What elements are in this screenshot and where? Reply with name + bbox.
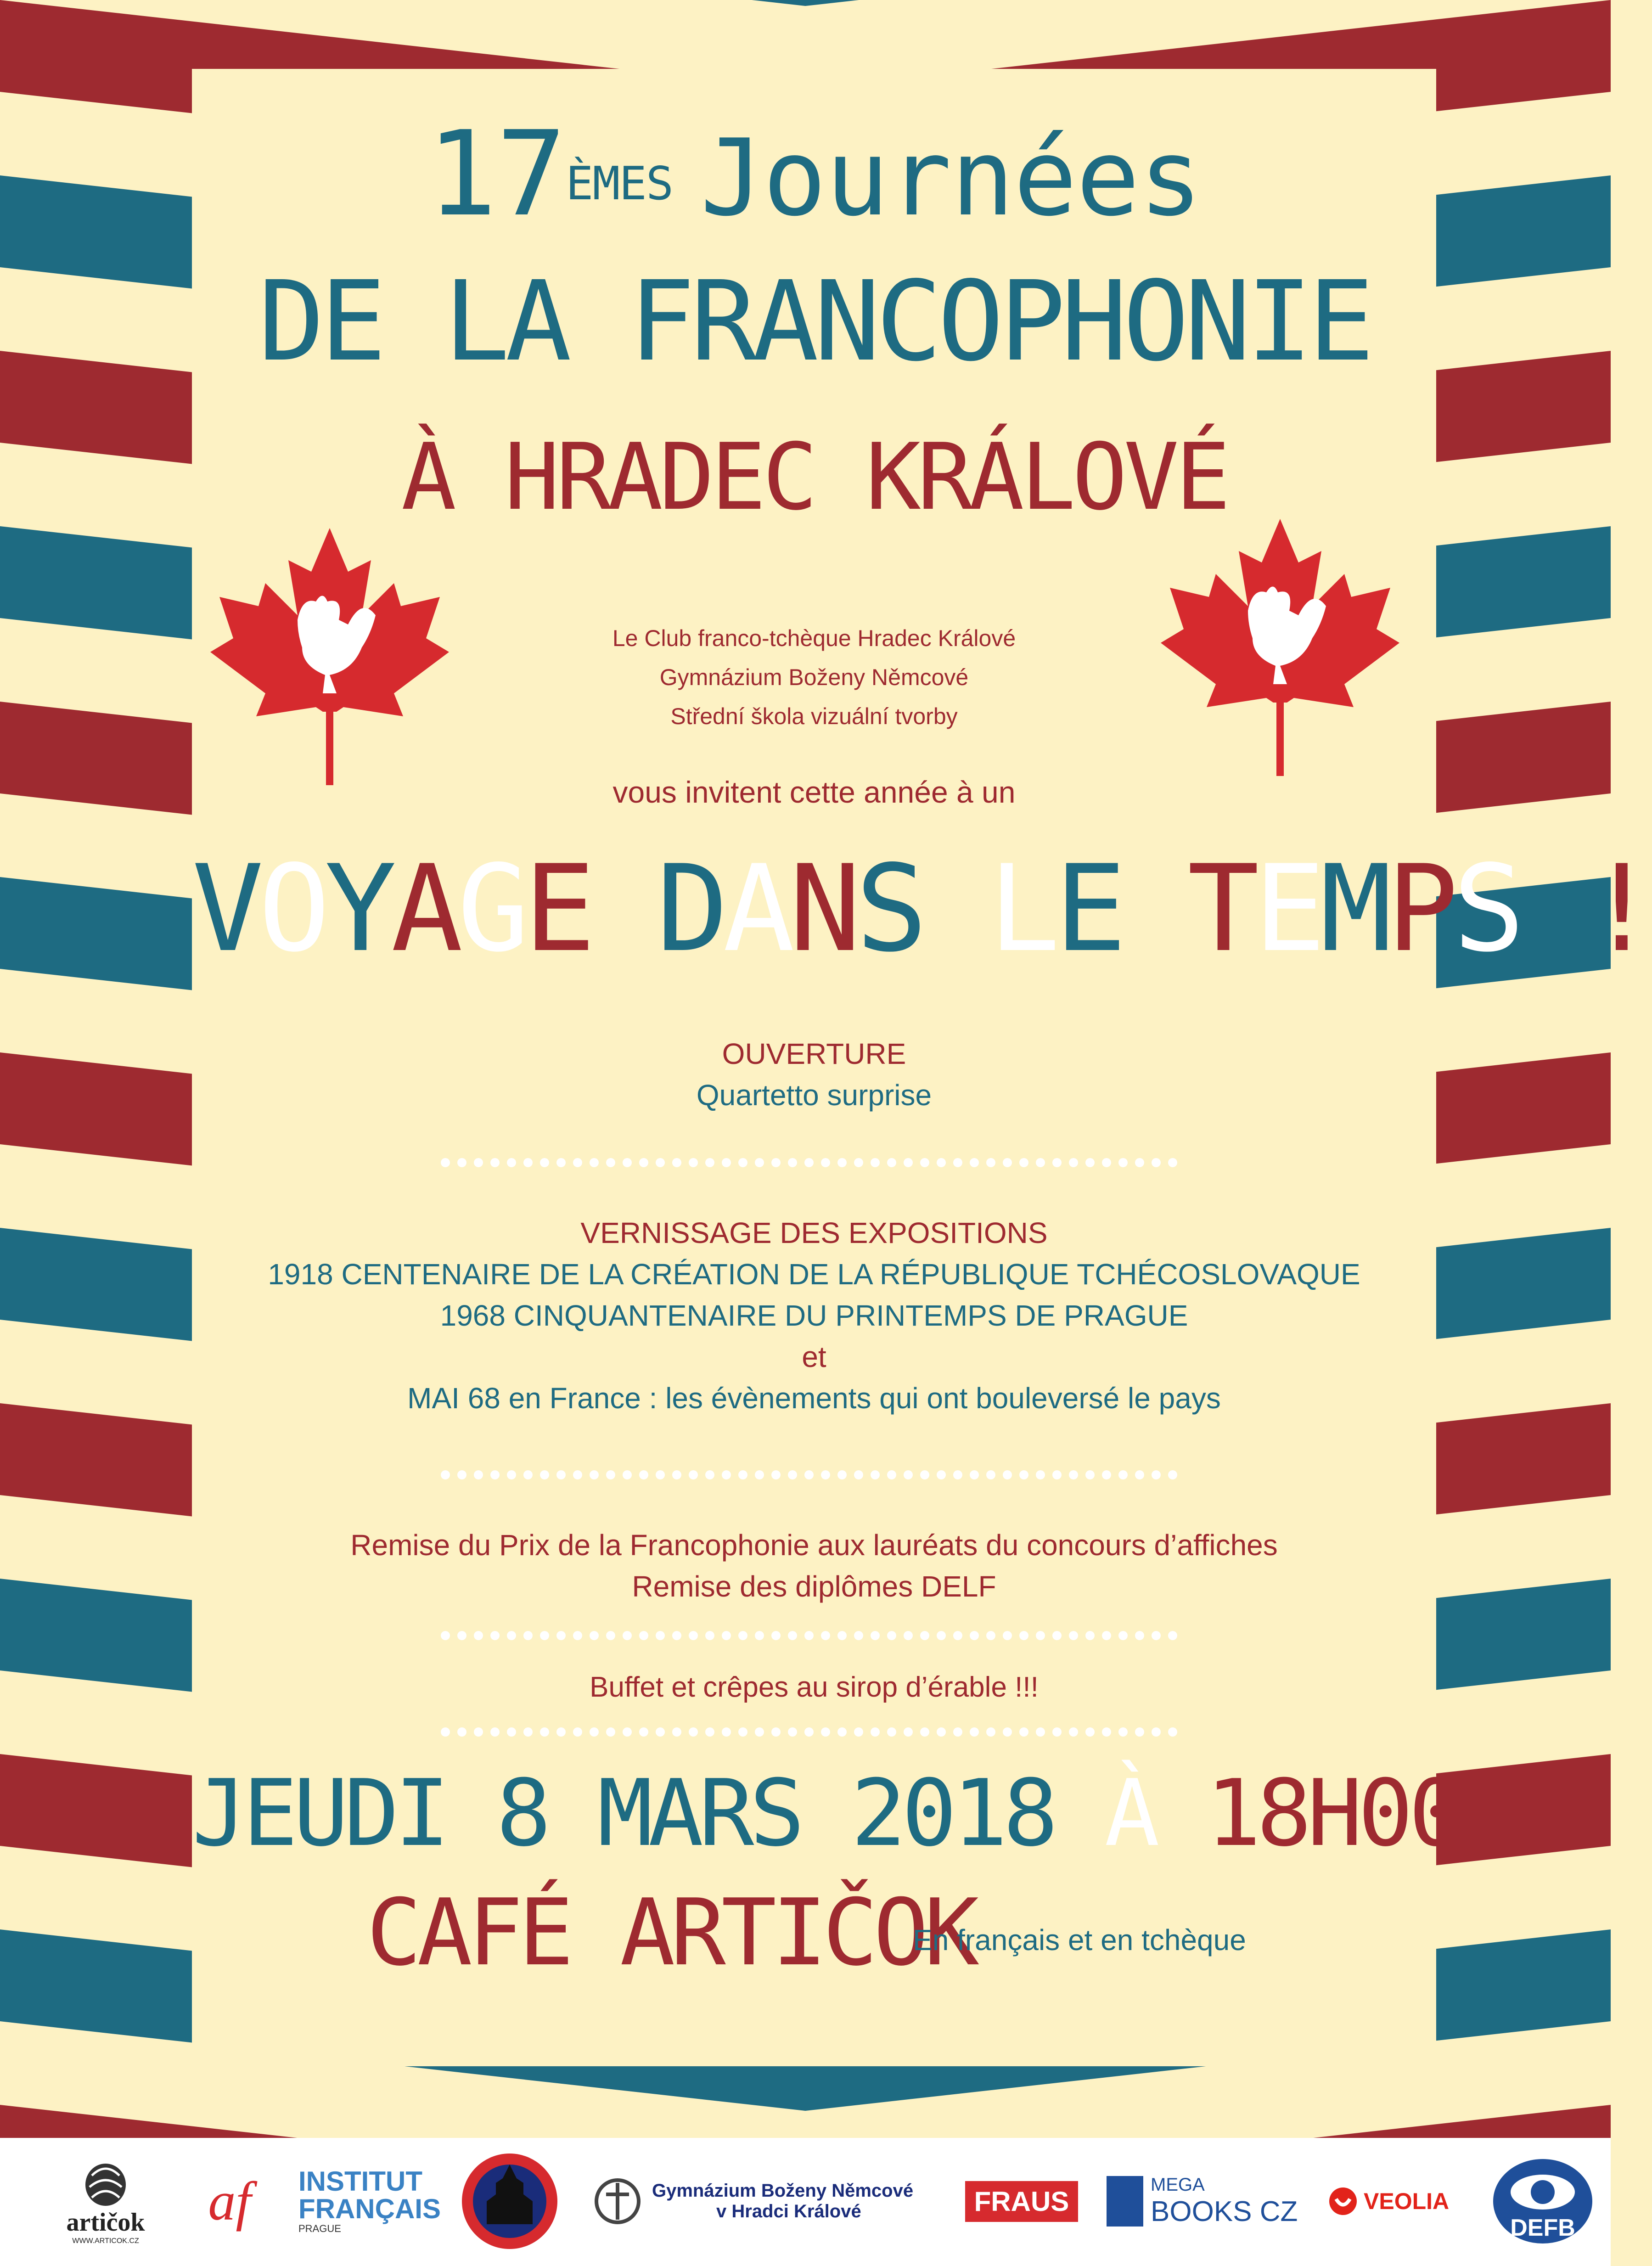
venue: CAFÉ ARTIČOK <box>366 1879 975 1986</box>
organizer-3: Střední škola vizuální tvorby <box>670 703 958 729</box>
veolia-icon <box>1327 2185 1359 2217</box>
title-line-3: À HRADEC KRÁLOVÉ <box>401 424 1227 531</box>
dotted-divider <box>440 1630 1188 1641</box>
diplomes-delf: Remise des diplômes DELF <box>632 1570 996 1603</box>
ouverture-title: OUVERTURE <box>722 1037 906 1070</box>
vernissage-title: VERNISSAGE DES EXPOSITIONS <box>580 1216 1048 1249</box>
edition-suffix: ÈMES <box>566 157 673 210</box>
slogan-letter: ! <box>1585 840 1652 978</box>
slogan-letter: E <box>523 840 590 978</box>
institut-francais-logo: INSTITUT FRANÇAIS PRAGUE <box>298 2166 441 2234</box>
defb-name: DEFB <box>1510 2215 1575 2241</box>
slogan-letter: G <box>457 840 524 978</box>
dotted-divider <box>440 1469 1188 1480</box>
expo-1918: 1918 CENTENAIRE DE LA CRÉATION DE LA RÉPUBLIQUE TCHÉCOSLOVAQUE <box>268 1258 1360 1291</box>
dotted-divider <box>440 1726 1188 1737</box>
buffet-text: Buffet et crêpes au sirop d’érable !!! <box>590 1671 1039 1703</box>
slogan-letter: A <box>723 840 789 978</box>
club-franco-tcheque-logo <box>455 2151 565 2252</box>
slogan-letter: P <box>1386 840 1453 978</box>
slogan-letter: S <box>855 840 922 978</box>
slogan-letter: T <box>1187 840 1254 978</box>
slogan-letter: O <box>258 840 325 978</box>
slogan-letter: L <box>988 840 1055 978</box>
title-line-1 <box>192 106 1436 243</box>
veolia-logo: VEOLIA <box>1327 2151 1474 2252</box>
megabooks-logo: MEGA BOOKS CZ <box>1107 2151 1309 2252</box>
edition-number: 17 <box>427 106 566 242</box>
expo-and: et <box>802 1340 826 1373</box>
organizer-1: Le Club franco-tchèque Hradec Králové <box>612 625 1016 651</box>
slogan-letter <box>1121 840 1188 978</box>
dotted-divider <box>440 1157 1188 1168</box>
articok-url: WWW.ARTICOK.CZ <box>72 2237 139 2245</box>
ouverture-detail: Quartetto surprise <box>696 1079 932 1112</box>
slogan-letter: S <box>1453 840 1519 978</box>
defb-logo <box>1488 2151 1598 2252</box>
slogan-letter: Y <box>325 840 391 978</box>
slogan-letter: N <box>789 840 856 978</box>
slogan-letter: A <box>391 840 458 978</box>
slogan-voyage-dans-le-temps <box>192 840 1652 978</box>
organizer-2: Gymnázium Boženy Němcové <box>659 664 969 690</box>
invitation-text: vous invitent cette année à un <box>612 775 1016 809</box>
event-a: À <box>1104 1760 1155 1867</box>
slogan-letter: V <box>192 840 258 978</box>
event-time: 18H00 <box>1206 1760 1460 1867</box>
articok-name: artičok <box>66 2208 145 2237</box>
event-date <box>192 1759 1460 1869</box>
slogan-letter <box>922 840 989 978</box>
poster-panel <box>192 69 1652 2066</box>
af-logo: af <box>208 2170 251 2232</box>
gymnazium-emblem-icon <box>592 2176 643 2227</box>
languages-note: En français et en tchèque <box>913 1923 1246 1957</box>
slogan-letter: D <box>656 840 723 978</box>
chevron-stripe <box>0 0 1611 6</box>
expo-1968: 1968 CINQUANTENAIRE DU PRINTEMPS DE PRAGUE <box>440 1299 1188 1332</box>
sponsor-strip <box>0 2138 1611 2266</box>
title-line-2: DE LA FRANCOPHONIE <box>258 257 1370 386</box>
title-journees: Journées <box>700 117 1202 240</box>
prix-francophonie: Remise du Prix de la Francophonie aux lauréats du concours d’affiches <box>350 1529 1278 1562</box>
event-day: JEUDI 8 MARS 2018 <box>192 1760 1054 1867</box>
slogan-letter: E <box>1055 840 1121 978</box>
fraus-logo: FRAUS <box>964 2151 1079 2252</box>
slogan-letter: M <box>1320 840 1387 978</box>
maple-leaf-rooster-icon <box>210 528 449 785</box>
artichoke-icon <box>78 2157 133 2208</box>
gymnazium-logo: Gymnázium Boženy Němcové v Hradci Králové <box>592 2151 923 2252</box>
slogan-letter <box>1519 840 1586 978</box>
slogan-letter <box>590 840 657 978</box>
slogan-letter: E <box>1253 840 1320 978</box>
expo-mai68: MAI 68 en France : les évènements qui ont bouleversé le pays <box>407 1382 1221 1415</box>
articok-logo <box>32 2151 179 2252</box>
